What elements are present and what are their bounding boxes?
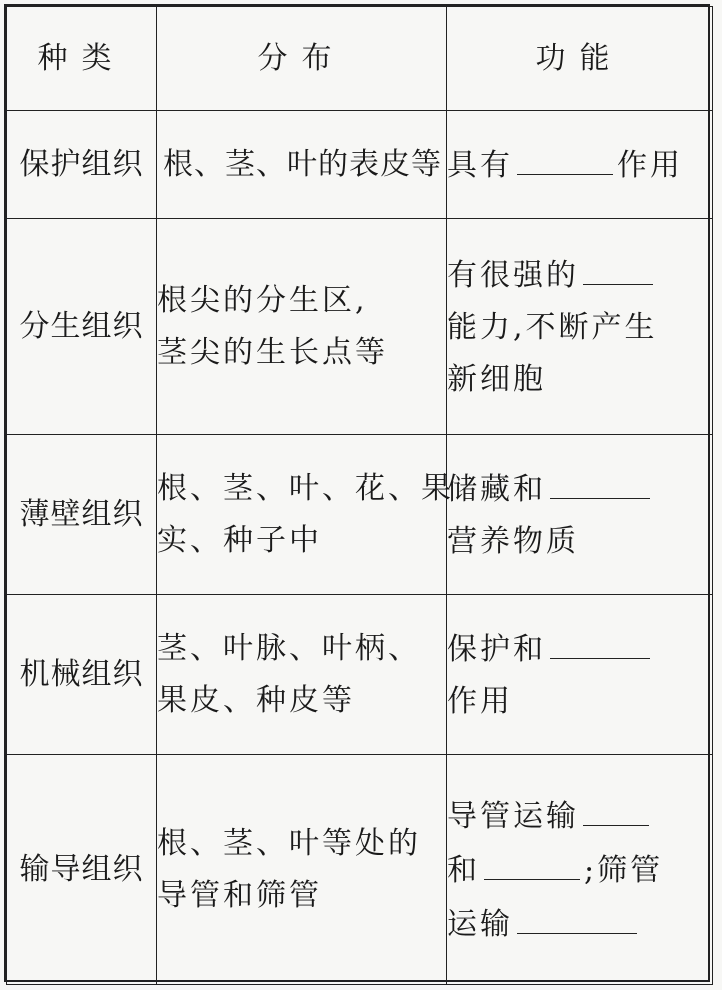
function-text: 保护和 bbox=[447, 631, 546, 667]
tissue-function bbox=[447, 219, 713, 435]
plant-tissue-table bbox=[6, 6, 713, 985]
answer-blank[interactable] bbox=[517, 897, 637, 934]
distribution-line: 导管和筛管 bbox=[157, 877, 322, 913]
tissue-distribution bbox=[157, 595, 447, 755]
function-line bbox=[447, 897, 712, 951]
tissue-function bbox=[447, 755, 713, 985]
function-line: 作用 bbox=[447, 683, 513, 719]
function-line bbox=[447, 138, 712, 192]
function-line bbox=[447, 248, 712, 302]
function-text: 和 bbox=[447, 852, 480, 888]
tissue-distribution bbox=[157, 435, 454, 595]
table-row bbox=[7, 755, 713, 985]
tissue-distribution bbox=[157, 219, 447, 435]
tissue-function bbox=[447, 111, 713, 219]
function-text: 具有 bbox=[447, 147, 513, 183]
function-line: 能力,不断产生 bbox=[447, 309, 658, 345]
tissue-distribution bbox=[157, 111, 447, 219]
answer-blank[interactable] bbox=[550, 622, 650, 659]
answer-blank[interactable] bbox=[583, 248, 653, 285]
distribution-line: 茎尖的生长点等 bbox=[157, 334, 388, 370]
tissue-table-sheet bbox=[4, 4, 710, 982]
tissue-type: 薄壁组织 bbox=[7, 435, 157, 595]
function-line bbox=[447, 622, 712, 676]
table-row bbox=[7, 219, 713, 435]
distribution-line: 根、茎、叶等处的 bbox=[157, 825, 421, 861]
function-line: 营养物质 bbox=[447, 523, 579, 559]
tissue-function bbox=[447, 595, 713, 755]
tissue-type: 保护组织 bbox=[7, 111, 157, 219]
function-text: ;筛管 bbox=[584, 852, 664, 888]
distribution-line: 果皮、种皮等 bbox=[157, 682, 355, 718]
table-row bbox=[7, 595, 713, 755]
table-row bbox=[7, 435, 713, 595]
answer-blank[interactable] bbox=[550, 462, 650, 499]
tissue-function bbox=[447, 435, 713, 595]
answer-blank[interactable] bbox=[517, 138, 613, 175]
distribution-line: 根尖的分生区, bbox=[157, 282, 368, 318]
distribution-line: 实、种子中 bbox=[157, 522, 322, 558]
function-text: 储藏和 bbox=[447, 471, 546, 507]
distribution-line: 根、茎、叶的表皮等 bbox=[163, 146, 442, 182]
function-text: 运输 bbox=[447, 906, 513, 942]
function-line bbox=[447, 462, 712, 516]
answer-blank[interactable] bbox=[583, 789, 649, 826]
header-row bbox=[7, 7, 713, 111]
header-function: 功能 bbox=[447, 7, 713, 111]
table-row bbox=[7, 111, 713, 219]
tissue-type: 分生组织 bbox=[7, 219, 157, 435]
distribution-line: 茎、叶脉、叶柄、 bbox=[157, 630, 421, 666]
function-line: 新细胞 bbox=[447, 361, 546, 397]
function-text: 导管运输 bbox=[447, 798, 579, 834]
tissue-distribution bbox=[157, 755, 447, 985]
tissue-type: 机械组织 bbox=[7, 595, 157, 755]
header-type: 种类 bbox=[7, 7, 157, 111]
distribution-line: 根、茎、叶、花、果 bbox=[157, 470, 454, 506]
function-text: 有很强的 bbox=[447, 257, 579, 293]
function-line bbox=[447, 789, 712, 843]
header-distribution: 分布 bbox=[157, 7, 447, 111]
function-line bbox=[447, 843, 712, 897]
function-text: 作用 bbox=[617, 147, 683, 183]
answer-blank[interactable] bbox=[484, 843, 580, 880]
tissue-type: 输导组织 bbox=[7, 755, 157, 985]
